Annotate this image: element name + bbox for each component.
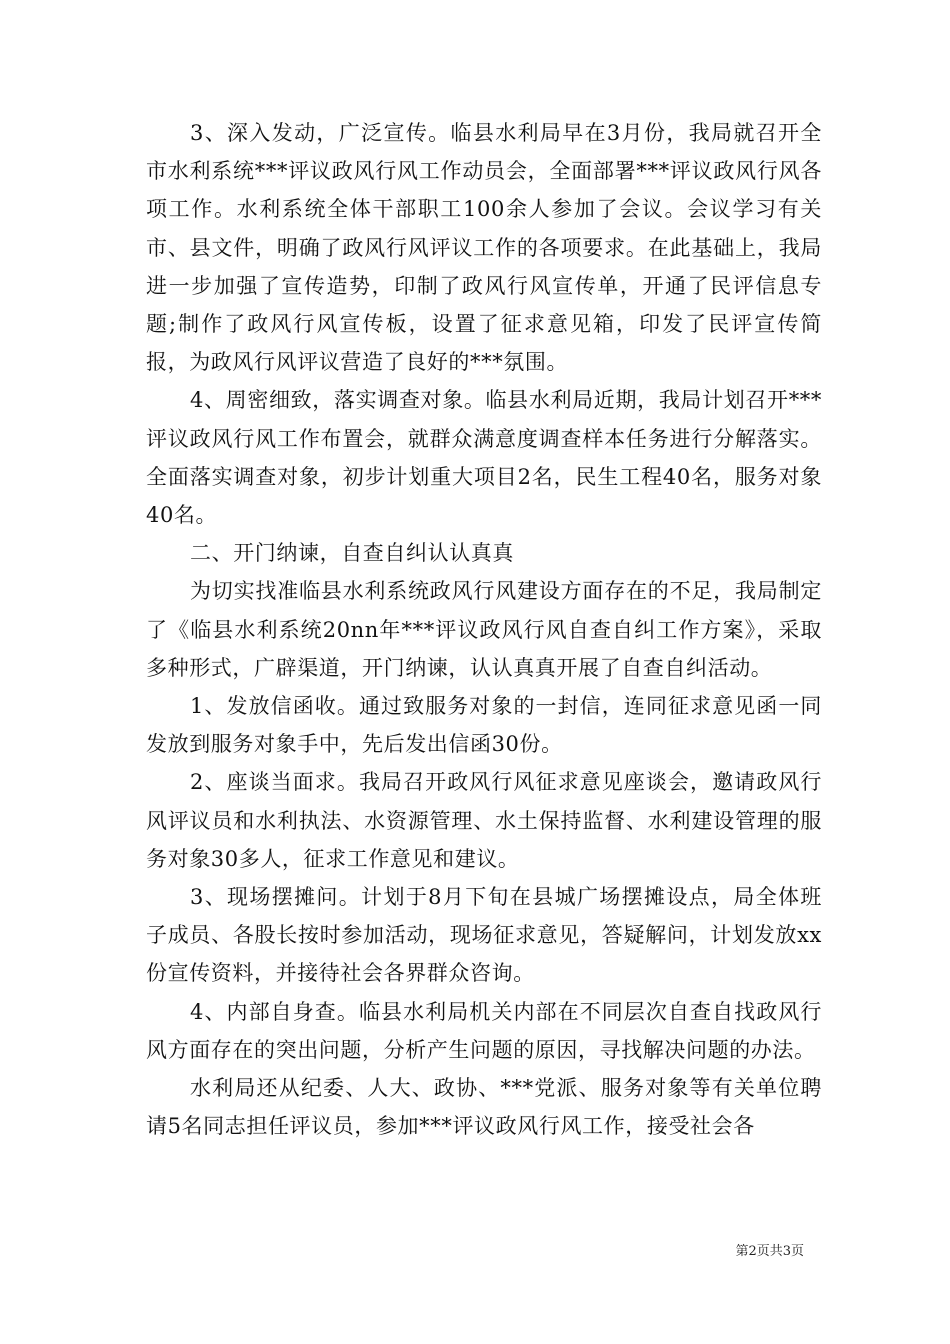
paragraph-7: 4、内部自身查。临县水利局机关内部在不同层次自查自找政风行风方面存在的突出问题，分析产生问题的原因，寻找解决问题的办法。 [146, 999, 822, 1062]
document-body [146, 114, 822, 1145]
paragraph-6: 3、现场摆摊问。计划于8月下旬在县城广场摆摊设点，局全体班子成员、各股长按时参加活动，现场征求意见，答疑解问，计划发放xx份宣传资料，并接待社会各界群众咨询。 [146, 885, 822, 986]
paragraph-1: 3、深入发动，广泛宣传。临县水利局早在3月份，我局就召开全市水利系统***评议政风行风工作动员会，全面部署***评议政风行风各项工作。水利系统全体干部职工100余人参加了会议。会议学习有关市、县文件，明确了政风行风评议工作的各项要求。在此基础上，我局进一步加强了宣传造势，印制了政风行风宣传单，开通了民评信息专题;制作了政风行风宣传板，设置了征求意见箱，印发了民评宣传简报，为政风行风评议营造了良好的***氛围。 [146, 121, 822, 375]
paragraph-2: 4、周密细致，落实调查对象。临县水利局近期，我局计划召开***评议政风行风工作布置会，就群众满意度调查样本任务进行分解落实。全面落实调查对象，初步计划重大项目2名，民生工程40名，服务对象40名。 [146, 388, 822, 528]
page-number-footer: 第2页共3页 [735, 1244, 804, 1259]
section-heading: 二、开门纳谏，自查自纠认认真真 [190, 541, 514, 566]
paragraph-4: 1、发放信函收。通过致服务对象的一封信，连同征求意见函一同发放到服务对象手中，先后发出信函30份。 [146, 694, 822, 757]
paragraph-3: 为切实找准临县水利系统政风行风建设方面存在的不足，我局制定了《临县水利系统20nn年***评议政风行风自查自纠工作方案》，采取多种形式，广辟渠道，开门纳谏，认认真真开展了自查自纠活动。 [146, 579, 822, 680]
paragraph-8: 水利局还从纪委、人大、政协、***党派、服务对象等有关单位聘请5名同志担任评议员，参加***评议政风行风工作，接受社会各 [146, 1076, 822, 1139]
paragraph-5: 2、座谈当面求。我局召开政风行风征求意见座谈会，邀请政风行风评议员和水利执法、水资源管理、水土保持监督、水利建设管理的服务对象30多人，征求工作意见和建议。 [146, 770, 822, 871]
